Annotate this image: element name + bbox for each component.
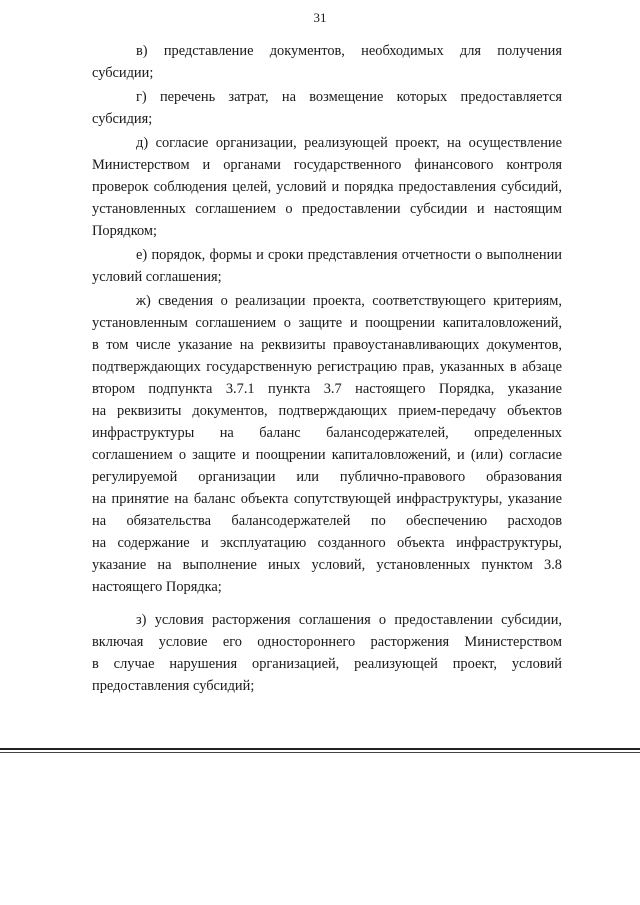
document-body	[92, 40, 562, 697]
paragraph-line: включая условие его одностороннего расторжения Министерством	[92, 634, 562, 650]
page-number: 31	[313, 10, 327, 25]
paragraph-line: втором подпункта 3.7.1 пункта 3.7 настоящего Порядка, указание	[92, 381, 562, 397]
paragraph-line: проверок соблюдения целей, условий и порядка предоставления субсидий,	[92, 179, 562, 195]
paragraph-d	[92, 132, 562, 242]
paragraph-line: на содержание и эксплуатацию созданного объекта инфраструктуры,	[92, 535, 562, 551]
paragraph-line: ж) сведения о реализации проекта, соответствующего критериям,	[136, 293, 562, 309]
paragraph-line: на обязательства балансодержателей по обеспечению расходов	[92, 513, 562, 529]
paragraph-line: регулируемой организации или публично-правового образования	[92, 469, 562, 485]
paragraph-line: условий соглашения;	[92, 269, 222, 285]
paragraph-line: на реквизиты документов, подтверждающих прием-передачу объектов	[92, 403, 562, 419]
paragraph-line: инфраструктуры на баланс балансодержателей, определенных	[92, 425, 562, 441]
paragraph-g	[92, 86, 562, 130]
paragraph-line: е) порядок, формы и сроки представления отчетности о выполнении	[136, 247, 562, 263]
paragraph-line: Порядком;	[92, 223, 158, 239]
paragraph-line: Министерством и органами государственного финансового контроля	[92, 157, 562, 173]
paragraph-line: соглашением о защите и поощрении капиталовложений, и (или) согласие	[92, 447, 562, 463]
footer-divider-secondary	[0, 752, 640, 753]
paragraph-e	[92, 244, 562, 288]
paragraph-line: в случае нарушения организацией, реализующей проект, условий	[92, 656, 562, 672]
paragraph-z	[92, 609, 562, 697]
paragraph-line: установленным соглашением о защите и поощрении капиталовложений,	[92, 315, 562, 331]
paragraph-zh	[92, 290, 562, 598]
paragraph-v	[92, 40, 562, 84]
paragraph-line: в) представление документов, необходимых для получения	[136, 43, 562, 59]
paragraph-line: установленных соглашением о предоставлении субсидии и настоящим	[92, 201, 562, 217]
paragraph-line: д) согласие организации, реализующей проект, на осуществление	[136, 135, 562, 151]
paragraph-line: на принятие на баланс объекта сопутствующей инфраструктуры, указание	[92, 491, 562, 507]
paragraph-line: указание на выполнение иных условий, установленных пунктом 3.8	[92, 557, 562, 573]
footer-divider	[0, 748, 640, 750]
paragraph-line: субсидия;	[92, 111, 153, 127]
paragraph-line: предоставления субсидий;	[92, 678, 255, 694]
paragraph-line: подтверждающих государственную регистрацию прав, указанных в абзаце	[92, 359, 562, 375]
paragraph-line: г) перечень затрат, на возмещение которых предоставляется	[136, 89, 562, 105]
paragraph-line: з) условия расторжения соглашения о предоставлении субсидии,	[136, 612, 562, 628]
paragraph-line: субсидии;	[92, 65, 154, 81]
paragraph-line: настоящего Порядка;	[92, 579, 222, 595]
paragraph-line: в том числе указание на реквизиты правоустанавливающих документов,	[92, 337, 562, 353]
